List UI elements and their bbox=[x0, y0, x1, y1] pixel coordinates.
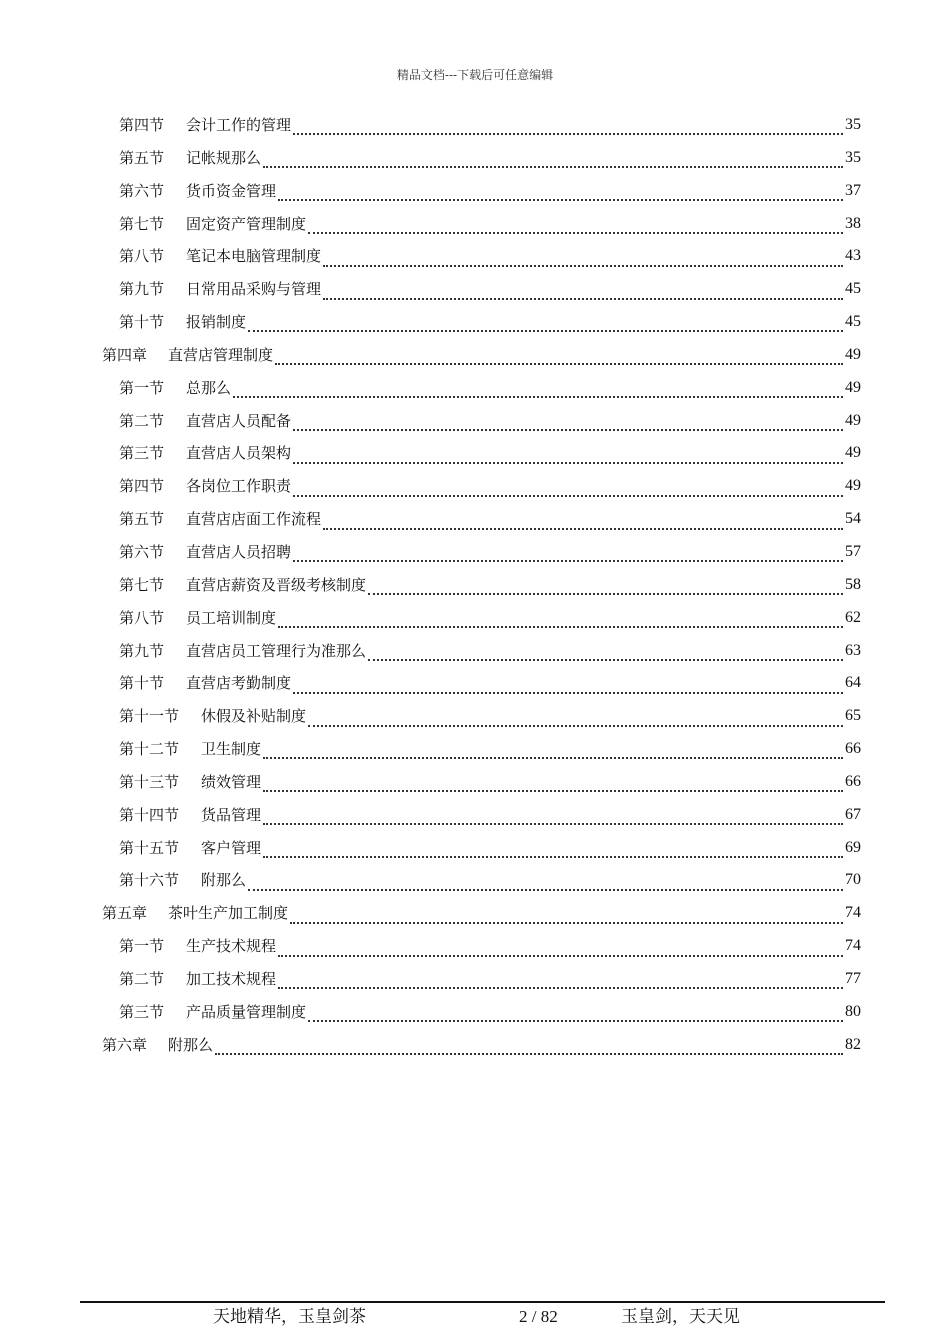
toc-entry-page: 70 bbox=[845, 871, 861, 889]
toc-entry-page: 64 bbox=[845, 674, 861, 692]
toc-dot-leader bbox=[263, 811, 843, 825]
toc-section-entry[interactable] bbox=[0, 372, 950, 405]
toc-entry-number: 第十二节 bbox=[119, 740, 180, 759]
toc-dot-leader bbox=[263, 745, 843, 759]
page-footer bbox=[0, 1304, 950, 1330]
toc-chapter-entry[interactable] bbox=[0, 897, 950, 930]
toc-section-entry[interactable] bbox=[0, 503, 950, 536]
toc-dot-leader bbox=[278, 187, 843, 201]
toc-entry-page: 54 bbox=[845, 510, 861, 528]
toc-entry-number: 第十节 bbox=[119, 674, 165, 693]
footer-slogan-left: 天地精华，玉皇剑茶 bbox=[213, 1307, 366, 1327]
toc-section-entry[interactable] bbox=[0, 240, 950, 273]
toc-chapter-entry[interactable] bbox=[0, 339, 950, 372]
toc-entry-page: 49 bbox=[845, 444, 861, 462]
toc-section-entry[interactable] bbox=[0, 996, 950, 1029]
toc-entry-number: 第四节 bbox=[119, 116, 165, 134]
toc-section-entry[interactable] bbox=[0, 799, 950, 832]
toc-dot-leader bbox=[278, 975, 843, 989]
toc-dot-leader bbox=[368, 647, 843, 661]
toc-entry-page: 57 bbox=[845, 542, 861, 560]
toc-dot-leader bbox=[263, 844, 843, 858]
toc-entry-title: 货品管理 bbox=[201, 805, 262, 824]
toc-entry-number: 第四节 bbox=[119, 477, 165, 496]
toc-entry-title: 直营店考勤制度 bbox=[186, 674, 292, 693]
toc-dot-leader bbox=[263, 778, 843, 792]
toc-entry-page: 43 bbox=[845, 247, 861, 265]
toc-entry-page: 49 bbox=[845, 378, 861, 396]
toc-entry-title: 加工技术规程 bbox=[186, 969, 277, 988]
toc-entry-page: 66 bbox=[845, 740, 861, 758]
toc-entry-title: 生产技术规程 bbox=[186, 937, 277, 956]
toc-entry-page: 45 bbox=[845, 313, 861, 331]
toc-section-entry[interactable] bbox=[0, 602, 950, 635]
toc-entry-number: 第六章 bbox=[102, 1035, 148, 1054]
toc-entry-number: 第一节 bbox=[119, 378, 165, 397]
toc-entry-page: 35 bbox=[845, 148, 861, 166]
toc-entry-page: 66 bbox=[845, 772, 861, 790]
table-of-contents bbox=[0, 109, 950, 1061]
toc-entry-number: 第二节 bbox=[119, 411, 165, 430]
toc-dot-leader bbox=[293, 483, 843, 497]
toc-entry-number: 第五章 bbox=[102, 904, 148, 923]
toc-entry-title: 直营店人员架构 bbox=[186, 444, 292, 463]
toc-entry-number: 第六节 bbox=[119, 181, 165, 200]
toc-dot-leader bbox=[308, 1008, 843, 1022]
toc-entry-number: 第十一节 bbox=[119, 707, 180, 726]
toc-dot-leader bbox=[293, 548, 843, 562]
toc-entry-number: 第七节 bbox=[119, 575, 165, 594]
toc-entry-page: 80 bbox=[845, 1002, 861, 1020]
toc-entry-page: 37 bbox=[845, 181, 861, 199]
footer-divider bbox=[80, 1301, 885, 1303]
toc-entry-number: 第一节 bbox=[119, 937, 165, 956]
toc-entry-number: 第八节 bbox=[119, 247, 165, 266]
toc-entry-title: 员工培训制度 bbox=[186, 608, 277, 627]
toc-entry-page: 58 bbox=[845, 575, 861, 593]
toc-entry-title: 直营店员工管理行为准那么 bbox=[186, 641, 367, 660]
toc-dot-leader bbox=[323, 516, 843, 530]
toc-section-entry[interactable] bbox=[0, 306, 950, 339]
footer-slogan-right: 玉皇剑，天天见 bbox=[621, 1307, 740, 1327]
toc-entry-number: 第二节 bbox=[119, 969, 165, 988]
toc-section-entry[interactable] bbox=[0, 536, 950, 569]
toc-section-entry[interactable] bbox=[0, 405, 950, 438]
toc-dot-leader bbox=[293, 121, 843, 135]
toc-entry-page: 49 bbox=[845, 477, 861, 495]
toc-dot-leader bbox=[308, 220, 843, 234]
toc-section-entry[interactable] bbox=[0, 208, 950, 241]
toc-dot-leader bbox=[278, 943, 843, 957]
header-watermark: 精品文档---下载后可任意编辑 bbox=[396, 68, 554, 82]
toc-dot-leader bbox=[248, 877, 843, 891]
toc-section-entry[interactable] bbox=[0, 700, 950, 733]
toc-entry-number: 第十五节 bbox=[119, 838, 180, 857]
toc-entry-page: 69 bbox=[845, 838, 861, 856]
toc-section-entry[interactable] bbox=[0, 930, 950, 963]
toc-dot-leader bbox=[278, 614, 843, 628]
toc-entry-number: 第十四节 bbox=[119, 805, 180, 824]
toc-dot-leader bbox=[293, 450, 843, 464]
toc-section-entry[interactable] bbox=[0, 667, 950, 700]
toc-entry-title: 笔记本电脑管理制度 bbox=[186, 247, 322, 266]
toc-section-entry[interactable] bbox=[0, 175, 950, 208]
toc-entry-title: 直营店管理制度 bbox=[168, 345, 274, 364]
toc-dot-leader bbox=[368, 581, 843, 595]
toc-entry-title: 茶叶生产加工制度 bbox=[168, 904, 289, 923]
toc-dot-leader bbox=[248, 318, 843, 332]
toc-entry-title: 会计工作的管理 bbox=[186, 116, 292, 134]
toc-section-entry[interactable] bbox=[0, 569, 950, 602]
toc-entry-number: 第六节 bbox=[119, 542, 165, 561]
toc-dot-leader bbox=[263, 154, 843, 168]
toc-entry-page: 65 bbox=[845, 707, 861, 725]
page-number: 2 / 82 bbox=[519, 1307, 558, 1326]
toc-section-entry[interactable] bbox=[0, 733, 950, 766]
toc-dot-leader bbox=[290, 910, 843, 924]
toc-entry-number: 第八节 bbox=[119, 608, 165, 627]
toc-dot-leader bbox=[215, 1041, 843, 1055]
toc-chapter-entry[interactable] bbox=[0, 1029, 950, 1062]
toc-entry-page: 45 bbox=[845, 280, 861, 298]
toc-entry-page: 63 bbox=[845, 641, 861, 659]
toc-entry-page: 38 bbox=[845, 214, 861, 232]
toc-entry-title: 总那么 bbox=[186, 378, 232, 397]
toc-entry-number: 第九节 bbox=[119, 280, 165, 299]
toc-entry-title: 固定资产管理制度 bbox=[186, 214, 307, 233]
toc-entry-page: 35 bbox=[845, 116, 861, 133]
toc-entry-title: 直营店薪资及晋级考核制度 bbox=[186, 575, 367, 594]
toc-entry-title: 直营店人员招聘 bbox=[186, 542, 292, 561]
toc-dot-leader bbox=[323, 253, 843, 267]
toc-entry-number: 第九节 bbox=[119, 641, 165, 660]
toc-entry-title: 附那么 bbox=[201, 871, 247, 890]
toc-entry-page: 49 bbox=[845, 345, 861, 363]
toc-entry-title: 附那么 bbox=[168, 1035, 214, 1054]
toc-entry-number: 第三节 bbox=[119, 1002, 165, 1021]
toc-dot-leader bbox=[275, 351, 843, 365]
toc-section-entry[interactable] bbox=[0, 109, 950, 142]
toc-entry-title: 产品质量管理制度 bbox=[186, 1002, 307, 1021]
toc-entry-title: 客户管理 bbox=[201, 838, 262, 857]
toc-entry-number: 第三节 bbox=[119, 444, 165, 463]
toc-entry-title: 报销制度 bbox=[186, 313, 247, 332]
toc-dot-leader bbox=[323, 286, 843, 300]
toc-entry-title: 日常用品采购与管理 bbox=[186, 280, 322, 299]
toc-entry-page: 77 bbox=[845, 969, 861, 987]
toc-entry-title: 货币资金管理 bbox=[186, 181, 277, 200]
toc-entry-number: 第五节 bbox=[119, 510, 165, 529]
toc-entry-title: 各岗位工作职责 bbox=[186, 477, 292, 496]
toc-entry-number: 第七节 bbox=[119, 214, 165, 233]
toc-entry-page: 67 bbox=[845, 805, 861, 823]
toc-dot-leader bbox=[293, 680, 843, 694]
toc-entry-number: 第十三节 bbox=[119, 772, 180, 791]
toc-entry-title: 卫生制度 bbox=[201, 740, 262, 759]
toc-section-entry[interactable] bbox=[0, 864, 950, 897]
toc-entry-page: 74 bbox=[845, 904, 861, 922]
toc-dot-leader bbox=[308, 713, 843, 727]
toc-entry-title: 绩效管理 bbox=[201, 772, 262, 791]
toc-entry-number: 第十六节 bbox=[119, 871, 180, 890]
toc-section-entry[interactable] bbox=[0, 142, 950, 175]
toc-entry-page: 62 bbox=[845, 608, 861, 626]
toc-dot-leader bbox=[233, 384, 843, 398]
toc-section-entry[interactable] bbox=[0, 963, 950, 996]
toc-entry-title: 休假及补贴制度 bbox=[201, 707, 307, 726]
toc-entry-page: 74 bbox=[845, 937, 861, 955]
toc-entry-page: 82 bbox=[845, 1035, 861, 1053]
toc-entry-number: 第四章 bbox=[102, 345, 148, 364]
toc-section-entry[interactable] bbox=[0, 635, 950, 668]
toc-section-entry[interactable] bbox=[0, 273, 950, 306]
toc-section-entry[interactable] bbox=[0, 766, 950, 799]
toc-dot-leader bbox=[293, 417, 843, 431]
toc-entry-number: 第五节 bbox=[119, 148, 165, 167]
toc-entry-title: 记帐规那么 bbox=[186, 148, 262, 167]
toc-entry-title: 直营店店面工作流程 bbox=[186, 510, 322, 529]
toc-entry-page: 49 bbox=[845, 411, 861, 429]
toc-section-entry[interactable] bbox=[0, 437, 950, 470]
toc-entry-title: 直营店人员配备 bbox=[186, 411, 292, 430]
toc-section-entry[interactable] bbox=[0, 832, 950, 865]
toc-section-entry[interactable] bbox=[0, 470, 950, 503]
toc-entry-number: 第十节 bbox=[119, 313, 165, 332]
